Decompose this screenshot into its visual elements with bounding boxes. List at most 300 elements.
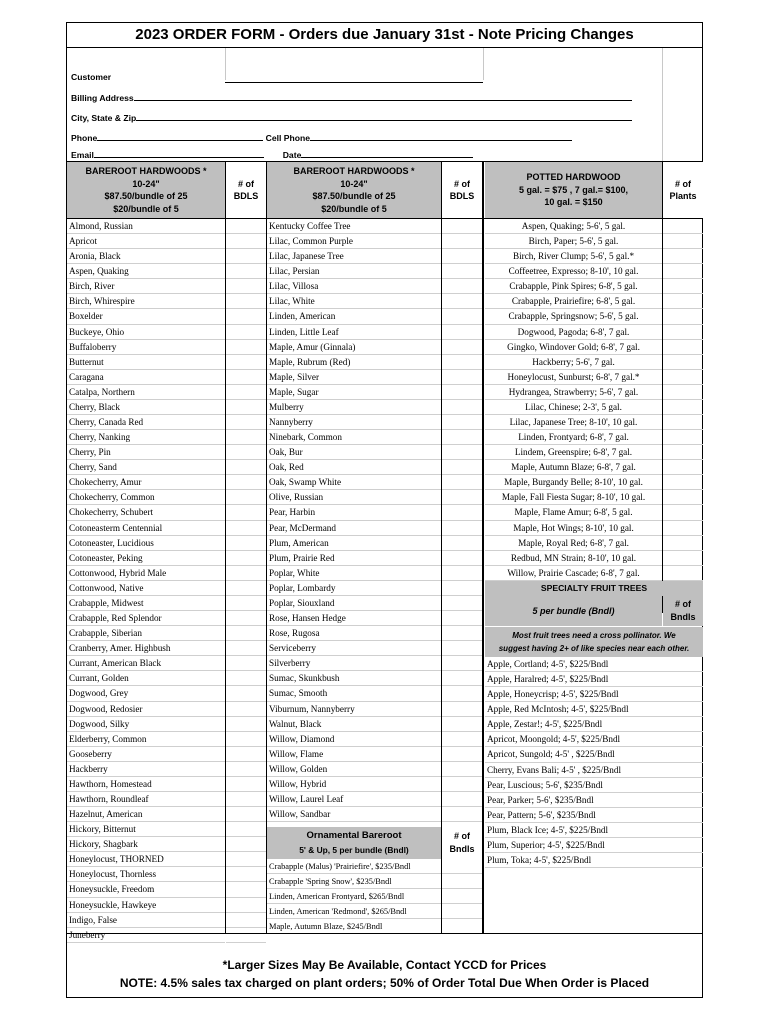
list-item: Crabapple, Springsnow; 5-6', 5 gal. <box>485 309 662 324</box>
quantity-cell[interactable] <box>226 898 266 913</box>
list-item: Crabapple, Prairiefire; 6-8', 5 gal. <box>485 294 662 309</box>
list-item: Pear, Parker; 5-6', $235/Bndl <box>485 793 703 808</box>
quantity-cell[interactable] <box>442 536 482 551</box>
list-item: Lilac, White <box>267 294 441 309</box>
fruit-title: SPECIALTY FRUIT TREES <box>485 581 703 596</box>
list-item: Oak, Swamp White <box>267 475 441 490</box>
list-item: Butternut <box>67 355 225 370</box>
bdls-list-2 <box>442 219 482 822</box>
form-title: 2023 ORDER FORM - Orders due January 31st - Note Pricing Changes <box>135 26 634 43</box>
quantity-cell[interactable] <box>226 581 266 596</box>
bareroot-price-25: $87.50/bundle of 25 <box>312 191 396 201</box>
list-item: Coffeetree, Expresso; 8-10', 10 gal. <box>485 264 662 279</box>
list-item: Apricot <box>67 234 225 249</box>
list-item: Cherry, Nanking <box>67 430 225 445</box>
qty-unit: Bndls <box>449 844 475 854</box>
quantity-cell[interactable] <box>442 460 482 475</box>
list-item: Poplar, White <box>267 566 441 581</box>
quantity-cell[interactable] <box>226 882 266 897</box>
quantity-cell[interactable] <box>226 445 266 460</box>
quantity-cell[interactable] <box>442 596 482 611</box>
ornamental-bundle: 5' & Up, 5 per bundle (Bndl) <box>299 845 409 855</box>
list-item: Caragana <box>67 370 225 385</box>
quantity-cell[interactable] <box>442 475 482 490</box>
quantity-cell[interactable] <box>226 370 266 385</box>
list-item: Pear, Luscious; 5-6', $235/Bndl <box>485 778 703 793</box>
quantity-cell[interactable] <box>442 219 482 234</box>
quantity-cell[interactable] <box>442 490 482 505</box>
customer-label: Customer <box>71 72 112 82</box>
quantity-cell[interactable] <box>663 234 703 249</box>
quantity-cell[interactable] <box>442 370 482 385</box>
quantity-cell[interactable] <box>226 686 266 701</box>
list-item: Crabapple, Siberian <box>67 626 225 641</box>
list-item: Walnut, Black <box>267 717 441 732</box>
list-item: Cherry, Pin <box>67 445 225 460</box>
quantity-cell[interactable] <box>226 747 266 762</box>
quantity-cell[interactable] <box>442 279 482 294</box>
list-item: Apricot, Moongold; 4-5', $225/Bndl <box>485 732 703 747</box>
quantity-cell[interactable] <box>226 611 266 626</box>
list-item: Silverberry <box>267 656 441 671</box>
quantity-cell[interactable] <box>226 928 266 943</box>
quantity-cell[interactable] <box>442 792 482 807</box>
list-item: Redbud, MN Strain; 8-10', 10 gal. <box>485 551 662 566</box>
quantity-cell[interactable] <box>226 505 266 520</box>
billing-row <box>71 92 632 103</box>
quantity-cell[interactable] <box>663 490 703 505</box>
quantity-cell[interactable] <box>226 596 266 611</box>
list-item: Pear, Harbin <box>267 505 441 520</box>
qty-unit: Bndls <box>670 612 696 622</box>
list-item: Lilac, Chinese; 2-3', 5 gal. <box>485 400 662 415</box>
list-item: Honeysuckle, Hawkeye <box>67 898 225 913</box>
quantity-cell[interactable] <box>226 521 266 536</box>
list-item: Ninebark, Common <box>267 430 441 445</box>
quantity-cell[interactable] <box>226 460 266 475</box>
list-item: Honeylocust, Thornless <box>67 867 225 882</box>
quantity-cell[interactable] <box>226 807 266 822</box>
list-item: Honeylocust, Sunburst; 6-8', 7 gal.* <box>485 370 662 385</box>
quantity-cell[interactable] <box>663 370 703 385</box>
quantity-cell[interactable] <box>226 566 266 581</box>
quantity-cell[interactable] <box>226 340 266 355</box>
quantity-cell[interactable] <box>226 279 266 294</box>
list-item: Hawthorn, Homestead <box>67 777 225 792</box>
quantity-cell[interactable] <box>663 385 703 400</box>
quantity-cell[interactable] <box>442 566 482 581</box>
quantity-cell[interactable] <box>663 325 703 340</box>
list-item: Hawthorn, Roundleaf <box>67 792 225 807</box>
bareroot-price-5: $20/bundle of 5 <box>113 203 179 214</box>
bareroot-title: BAREROOT HARDWOODS * <box>293 166 415 176</box>
list-item: Maple, Amur (Ginnala) <box>267 340 441 355</box>
list-item: Hackberry; 5-6', 7 gal. <box>485 355 662 370</box>
ornamental-title: Ornamental Bareroot <box>306 830 402 841</box>
city-state-zip-label: City, State & Zip <box>71 113 137 123</box>
quantity-cell[interactable] <box>663 219 703 234</box>
qty-unit: BDLS <box>449 191 475 201</box>
quantity-cell[interactable] <box>663 430 703 445</box>
ornamental-qty-header <box>442 827 482 859</box>
list-item: Crabapple, Pink Spires; 6-8', 5 gal. <box>485 279 662 294</box>
list-item: Cottonwood, Native <box>67 581 225 596</box>
quantity-cell[interactable] <box>226 762 266 777</box>
qty-label: # of <box>453 178 470 189</box>
order-form <box>66 22 703 998</box>
quantity-cell[interactable] <box>226 641 266 656</box>
footer-larger-sizes: *Larger Sizes May Be Available, Contact YCCD for Prices <box>222 958 547 972</box>
list-item: Honeylocust, THORNED <box>67 852 225 867</box>
list-item: Maple, Autumn Blaze; 6-8', 7 gal. <box>485 460 662 475</box>
list-item: Elderberry, Common <box>67 732 225 747</box>
list-item: Plum, Prairie Red <box>267 551 441 566</box>
list-item: Gingko, Windover Gold; 6-8', 7 gal. <box>485 340 662 355</box>
quantity-cell[interactable] <box>663 445 703 460</box>
list-item: Hickory, Bitternut <box>67 822 225 837</box>
bdls-header-1 <box>226 162 266 218</box>
quantity-cell[interactable] <box>663 249 703 264</box>
fruit-bundle-label: 5 per bundle (Bndl) <box>485 596 662 626</box>
list-item: Almond, Russian <box>67 219 225 234</box>
quantity-cell[interactable] <box>226 234 266 249</box>
quantity-cell[interactable] <box>442 717 482 732</box>
list-item: Maple, Rubrum (Red) <box>267 355 441 370</box>
quantity-cell[interactable] <box>226 325 266 340</box>
list-item: Lilac, Villosa <box>267 279 441 294</box>
quantity-cell[interactable] <box>226 671 266 686</box>
list-item: Maple, Autumn Blaze, $245/Bndl <box>267 919 441 934</box>
list-item: Linden, Little Leaf <box>267 325 441 340</box>
list-item: Maple, Silver <box>267 370 441 385</box>
bareroot-header-2 <box>267 162 441 218</box>
footer-rule <box>67 933 702 934</box>
quantity-cell[interactable] <box>226 430 266 445</box>
list-item: Dogwood, Grey <box>67 686 225 701</box>
quantity-cell[interactable] <box>442 656 482 671</box>
email-label: Email <box>71 150 94 160</box>
quantity-cell[interactable] <box>442 249 482 264</box>
list-item: Juneberry <box>67 928 225 943</box>
quantity-cell[interactable] <box>226 822 266 837</box>
list-item: Cherry, Evans Bali; 4-5' , $225/Bndl <box>485 763 703 778</box>
list-item: Maple, Burgandy Belle; 8-10', 10 gal. <box>485 475 662 490</box>
phone-field[interactable] <box>97 132 263 141</box>
list-item: Viburnum, Nannyberry <box>267 702 441 717</box>
quantity-cell[interactable] <box>226 656 266 671</box>
list-item: Cherry, Canada Red <box>67 415 225 430</box>
quantity-cell[interactable] <box>226 717 266 732</box>
list-item: Pear, McDermand <box>267 521 441 536</box>
list-item: Chokecherry, Schubert <box>67 505 225 520</box>
quantity-cell[interactable] <box>442 747 482 762</box>
fruit-pollinator-note <box>485 627 703 657</box>
fruit-list <box>485 657 703 868</box>
quantity-cell[interactable] <box>663 475 703 490</box>
quantity-cell[interactable] <box>226 626 266 641</box>
ornamental-list <box>267 859 441 934</box>
grid-line <box>225 48 226 80</box>
list-item: Kentucky Coffee Tree <box>267 219 441 234</box>
quantity-cell[interactable] <box>442 807 482 822</box>
list-item: Sumac, Skunkbush <box>267 671 441 686</box>
list-item: Mulberry <box>267 400 441 415</box>
list-item: Dogwood, Pagoda; 6-8', 7 gal. <box>485 325 662 340</box>
quantity-cell[interactable] <box>442 641 482 656</box>
quantity-cell[interactable] <box>442 309 482 324</box>
list-item: Rose, Hansen Hedge <box>267 611 441 626</box>
quantity-cell[interactable] <box>226 400 266 415</box>
quantity-cell[interactable] <box>226 732 266 747</box>
quantity-cell[interactable] <box>663 566 703 581</box>
list-item: Cotoneaster, Peking <box>67 551 225 566</box>
list-item: Lilac, Japanese Tree <box>267 249 441 264</box>
list-item: Serviceberry <box>267 641 441 656</box>
bareroot-price-5: $20/bundle of 5 <box>321 203 387 214</box>
quantity-cell[interactable] <box>663 551 703 566</box>
quantity-cell[interactable] <box>226 536 266 551</box>
ornamental-header <box>267 827 441 859</box>
quantity-cell[interactable] <box>442 859 482 874</box>
list-item: Buckeye, Ohio <box>67 325 225 340</box>
potted-title: POTTED HARDWOOD <box>526 172 621 183</box>
list-item: Lilac, Japanese Tree; 8-10', 10 gal. <box>485 415 662 430</box>
list-item: Linden, American 'Redmond', $265/Bndl <box>267 904 441 919</box>
quantity-cell[interactable] <box>663 521 703 536</box>
billing-address-field[interactable] <box>134 92 632 101</box>
list-item: Honeysuckle, Freedom <box>67 882 225 897</box>
list-item: Oak, Bur <box>267 445 441 460</box>
list-item: Apple, Honeycrisp; 4-5', $225/Bndl <box>485 687 703 702</box>
quantity-cell[interactable] <box>226 355 266 370</box>
list-item: Nannyberry <box>267 415 441 430</box>
list-item: Currant, American Black <box>67 656 225 671</box>
list-item: Willow, Prairie Cascade; 6-8', 7 gal. <box>485 566 662 581</box>
quantity-cell[interactable] <box>226 385 266 400</box>
list-item: Maple, Sugar <box>267 385 441 400</box>
potted-header <box>485 162 662 218</box>
quantity-cell[interactable] <box>663 279 703 294</box>
list-item: Plum, Superior; 4-5', $225/Bndl <box>485 838 703 853</box>
list-item: Poplar, Siouxland <box>267 596 441 611</box>
list-item: Pear, Pattern; 5-6', $235/Bndl <box>485 808 703 823</box>
list-item: Chokecherry, Common <box>67 490 225 505</box>
list-item: Catalpa, Northern <box>67 385 225 400</box>
list-item: Hazelnut, American <box>67 807 225 822</box>
list-item: Birch, River Clump; 5-6', 5 gal.* <box>485 249 662 264</box>
quantity-cell[interactable] <box>226 475 266 490</box>
grid-line <box>662 48 663 163</box>
customer-field[interactable] <box>225 82 483 83</box>
quantity-cell[interactable] <box>226 264 266 279</box>
quantity-cell[interactable] <box>226 913 266 928</box>
email-row <box>71 149 473 160</box>
quantity-cell[interactable] <box>442 505 482 520</box>
grid-line <box>483 48 484 80</box>
quantity-cell[interactable] <box>226 551 266 566</box>
bareroot-list-2 <box>267 219 441 822</box>
list-item: Hackberry <box>67 762 225 777</box>
quantity-cell[interactable] <box>663 309 703 324</box>
quantity-cell[interactable] <box>226 867 266 882</box>
list-item: Olive, Russian <box>267 490 441 505</box>
quantity-cell[interactable] <box>442 415 482 430</box>
list-item: Aronia, Black <box>67 249 225 264</box>
quantity-cell[interactable] <box>442 702 482 717</box>
list-item: Apple, Zestar!; 4-5', $225/Bndl <box>485 717 703 732</box>
quantity-cell[interactable] <box>442 234 482 249</box>
date-field[interactable] <box>301 149 473 158</box>
phone-label: Phone <box>71 133 98 143</box>
note-line-2: suggest having 2+ of like species near each other. <box>498 644 690 653</box>
list-item: Currant, Golden <box>67 671 225 686</box>
list-item: Gooseberry <box>67 747 225 762</box>
list-item: Plum, American <box>267 536 441 551</box>
bareroot-size: 10-24" <box>132 178 160 189</box>
qty-label: # of <box>674 178 691 189</box>
quantity-cell[interactable] <box>663 505 703 520</box>
qty-unit: Plants <box>669 191 697 201</box>
quantity-cell[interactable] <box>442 581 482 596</box>
list-item: Lindem, Greenspire; 6-8', 7 gal. <box>485 445 662 460</box>
note-line-1: Most fruit trees need a cross pollinator. We <box>512 631 676 640</box>
quantity-cell[interactable] <box>226 219 266 234</box>
quantity-cell[interactable] <box>442 355 482 370</box>
list-item: Willow, Hybrid <box>267 777 441 792</box>
list-item: Plum, Black Ice; 4-5', $225/Bndl <box>485 823 703 838</box>
bareroot-header <box>67 162 225 218</box>
list-item: Cottonwood, Hybrid Male <box>67 566 225 581</box>
quantity-cell[interactable] <box>442 551 482 566</box>
quantity-cell[interactable] <box>442 430 482 445</box>
quantity-cell[interactable] <box>226 249 266 264</box>
quantity-cell[interactable] <box>442 686 482 701</box>
fruit-qty-header <box>663 596 703 626</box>
quantity-cell[interactable] <box>442 521 482 536</box>
list-item: Apricot, Sungold; 4-5' , $225/Bndl <box>485 747 703 762</box>
quantity-cell[interactable] <box>663 294 703 309</box>
quantity-cell[interactable] <box>442 385 482 400</box>
list-item: Buffaloberry <box>67 340 225 355</box>
quantity-cell[interactable] <box>442 777 482 792</box>
list-item: Crabapple 'Spring Snow', $235/Bndl <box>267 874 441 889</box>
list-item: Hydrangea, Strawberry; 5-6', 7 gal. <box>485 385 662 400</box>
list-item: Lilac, Common Purple <box>267 234 441 249</box>
bareroot-list-1 <box>67 219 225 943</box>
quantity-cell[interactable] <box>663 415 703 430</box>
qty-label: # of <box>674 599 691 609</box>
quantity-cell[interactable] <box>442 400 482 415</box>
plants-header <box>663 162 703 218</box>
list-item: Crabapple, Midwest <box>67 596 225 611</box>
quantity-cell[interactable] <box>226 852 266 867</box>
list-item: Indigo, False <box>67 913 225 928</box>
list-item: Willow, Golden <box>267 762 441 777</box>
qty-unit: BDLS <box>233 191 259 201</box>
quantity-cell[interactable] <box>663 400 703 415</box>
potted-list <box>485 219 662 581</box>
phone-row <box>71 132 572 143</box>
list-item: Birch, Whirespire <box>67 294 225 309</box>
list-item: Apple, Haralred; 4-5', $225/Bndl <box>485 672 703 687</box>
title-divider <box>67 47 702 48</box>
cell-phone-label: Cell Phone <box>265 133 311 143</box>
list-item: Maple, Flame Amur; 6-8', 5 gal. <box>485 505 662 520</box>
quantity-cell[interactable] <box>442 889 482 904</box>
quantity-cell[interactable] <box>226 309 266 324</box>
quantity-cell[interactable] <box>442 904 482 919</box>
qty-label: # of <box>453 831 470 841</box>
list-item: Linden, American Frontyard, $265/Bndl <box>267 889 441 904</box>
list-item: Birch, River <box>67 279 225 294</box>
quantity-cell[interactable] <box>442 762 482 777</box>
list-item: Maple, Fall Fiesta Sugar; 8-10', 10 gal. <box>485 490 662 505</box>
customer-row <box>71 72 111 82</box>
list-item: Poplar, Lombardy <box>267 581 441 596</box>
billing-address-label: Billing Address <box>71 93 134 103</box>
quantity-cell[interactable] <box>442 671 482 686</box>
quantity-cell[interactable] <box>663 536 703 551</box>
quantity-cell[interactable] <box>442 264 482 279</box>
list-item: Cherry, Sand <box>67 460 225 475</box>
ornamental-qty-list <box>442 859 482 934</box>
list-item: Willow, Flame <box>267 747 441 762</box>
quantity-cell[interactable] <box>442 874 482 889</box>
list-item: Willow, Sandbar <box>267 807 441 822</box>
list-item: Plum, Toka; 4-5', $225/Bndl <box>485 853 703 868</box>
quantity-cell[interactable] <box>663 460 703 475</box>
list-item: Oak, Red <box>267 460 441 475</box>
quantity-cell[interactable] <box>226 490 266 505</box>
quantity-cell[interactable] <box>226 702 266 717</box>
quantity-cell[interactable] <box>442 340 482 355</box>
list-item: Cranberry, Amer. Highbush <box>67 641 225 656</box>
list-item: Linden, American <box>267 309 441 324</box>
plants-list <box>663 219 703 581</box>
quantity-cell[interactable] <box>442 325 482 340</box>
quantity-cell[interactable] <box>226 777 266 792</box>
list-item: Boxelder <box>67 309 225 324</box>
list-item: Willow, Laurel Leaf <box>267 792 441 807</box>
quantity-cell[interactable] <box>663 355 703 370</box>
quantity-cell[interactable] <box>442 611 482 626</box>
city-state-zip-field[interactable] <box>136 112 632 121</box>
quantity-cell[interactable] <box>663 264 703 279</box>
quantity-cell[interactable] <box>226 415 266 430</box>
quantity-cell[interactable] <box>226 837 266 852</box>
list-item: Rose, Rugosa <box>267 626 441 641</box>
cell-phone-field[interactable] <box>310 132 572 141</box>
quantity-cell[interactable] <box>226 792 266 807</box>
quantity-cell[interactable] <box>226 294 266 309</box>
quantity-cell[interactable] <box>663 340 703 355</box>
date-label: Date <box>282 150 302 160</box>
bdls-list-1 <box>226 219 266 943</box>
list-item: Linden, Frontyard; 6-8', 7 gal. <box>485 430 662 445</box>
quantity-cell[interactable] <box>442 294 482 309</box>
list-item: Lilac, Persian <box>267 264 441 279</box>
quantity-cell[interactable] <box>442 445 482 460</box>
quantity-cell[interactable] <box>442 732 482 747</box>
list-item: Apple, Cortland; 4-5', $225/Bndl <box>485 657 703 672</box>
qty-label: # of <box>237 178 254 189</box>
quantity-cell[interactable] <box>442 626 482 641</box>
email-field[interactable] <box>94 149 264 158</box>
city-row <box>71 112 632 123</box>
thick-divider <box>482 162 484 933</box>
list-item: Birch, Paper; 5-6', 5 gal. <box>485 234 662 249</box>
list-item: Hickory, Shagbark <box>67 837 225 852</box>
